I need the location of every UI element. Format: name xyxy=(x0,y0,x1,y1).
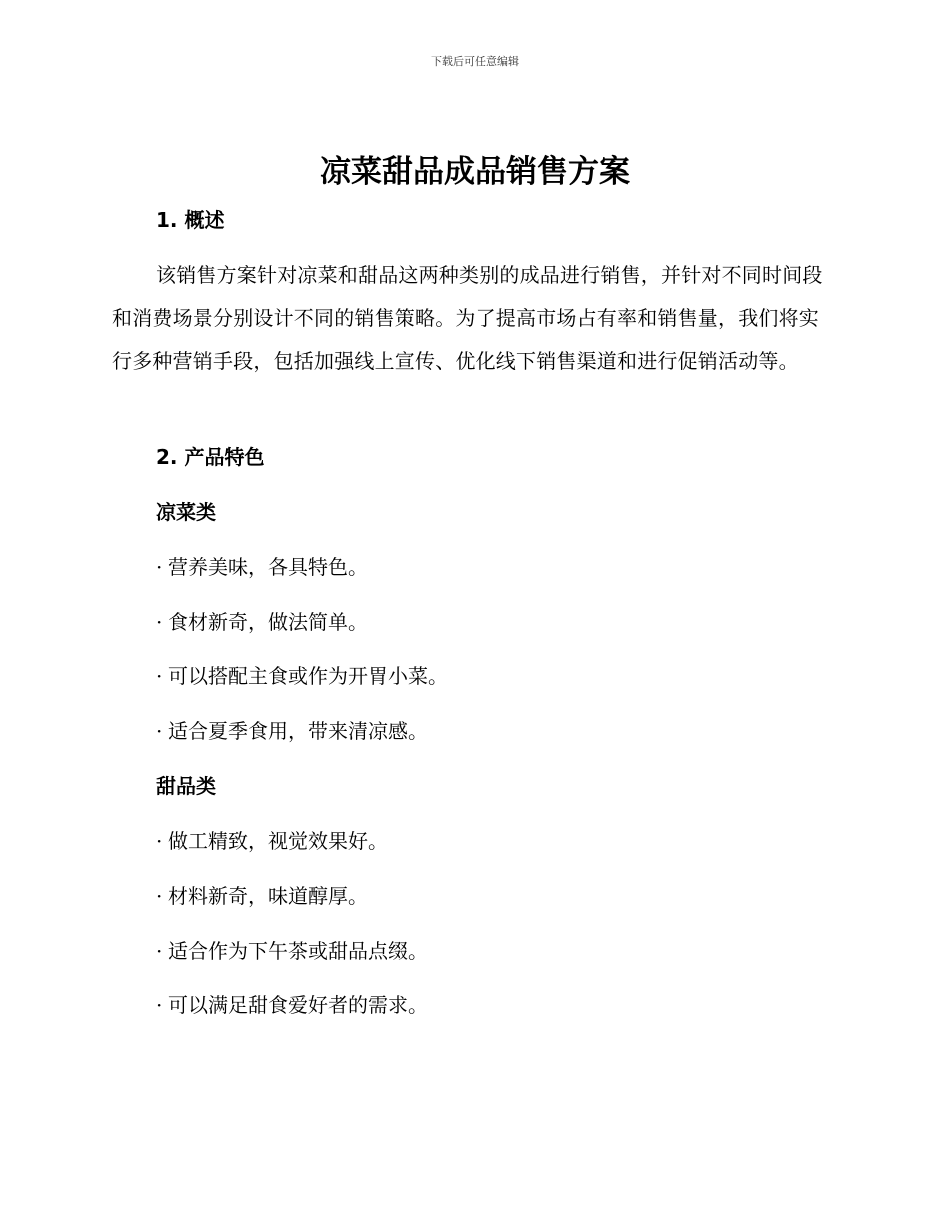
bullet-dot-icon: · xyxy=(156,719,163,743)
bullet-dot-icon: · xyxy=(156,555,163,579)
list-item xyxy=(156,552,368,582)
list-item xyxy=(156,716,428,746)
bullet-dot-icon: · xyxy=(156,664,163,688)
bullet-dot-icon: · xyxy=(156,993,163,1017)
bullet-dot-icon: · xyxy=(156,939,163,963)
list-item-text: 适合夏季食用，带来清凉感。 xyxy=(168,719,428,743)
bullet-dot-icon: · xyxy=(156,829,163,853)
list-item xyxy=(156,936,428,966)
list-item-text: 可以满足甜食爱好者的需求。 xyxy=(168,993,428,1017)
section-heading-overview: 1. 概述 xyxy=(156,208,225,232)
bullet-dot-icon: · xyxy=(156,884,163,908)
list-item-text: 食材新奇，做法简单。 xyxy=(168,610,368,634)
list-item-text: 做工精致，视觉效果好。 xyxy=(168,829,388,853)
bullet-dot-icon: · xyxy=(156,610,163,634)
subheading-cold-dishes: 凉菜类 xyxy=(156,500,216,524)
list-item-text: 营养美味，各具特色。 xyxy=(168,555,368,579)
list-item-text: 材料新奇，味道醇厚。 xyxy=(168,884,368,908)
list-item xyxy=(156,881,368,911)
page-header-note: 下载后可任意编辑 xyxy=(431,55,519,68)
list-item xyxy=(156,661,448,691)
list-item-text: 可以搭配主食或作为开胃小菜。 xyxy=(168,664,448,688)
subheading-desserts: 甜品类 xyxy=(156,774,216,798)
list-item-text: 适合作为下午茶或甜品点缀。 xyxy=(168,939,428,963)
list-item xyxy=(156,607,368,637)
overview-paragraph: 该销售方案针对凉菜和甜品这两种类别的成品进行销售，并针对不同时间段和消费场景分别设计不同的销售策略。为了提高市场占有率和销售量，我们将实行多种营销手段，包括加强线上宣传、优化线下销售渠道和进行促销活动等。 xyxy=(112,263,823,373)
section-heading-features: 2. 产品特色 xyxy=(156,445,265,469)
list-item xyxy=(156,990,428,1020)
document-title: 凉菜甜品成品销售方案 xyxy=(320,154,630,190)
list-item xyxy=(156,826,388,856)
